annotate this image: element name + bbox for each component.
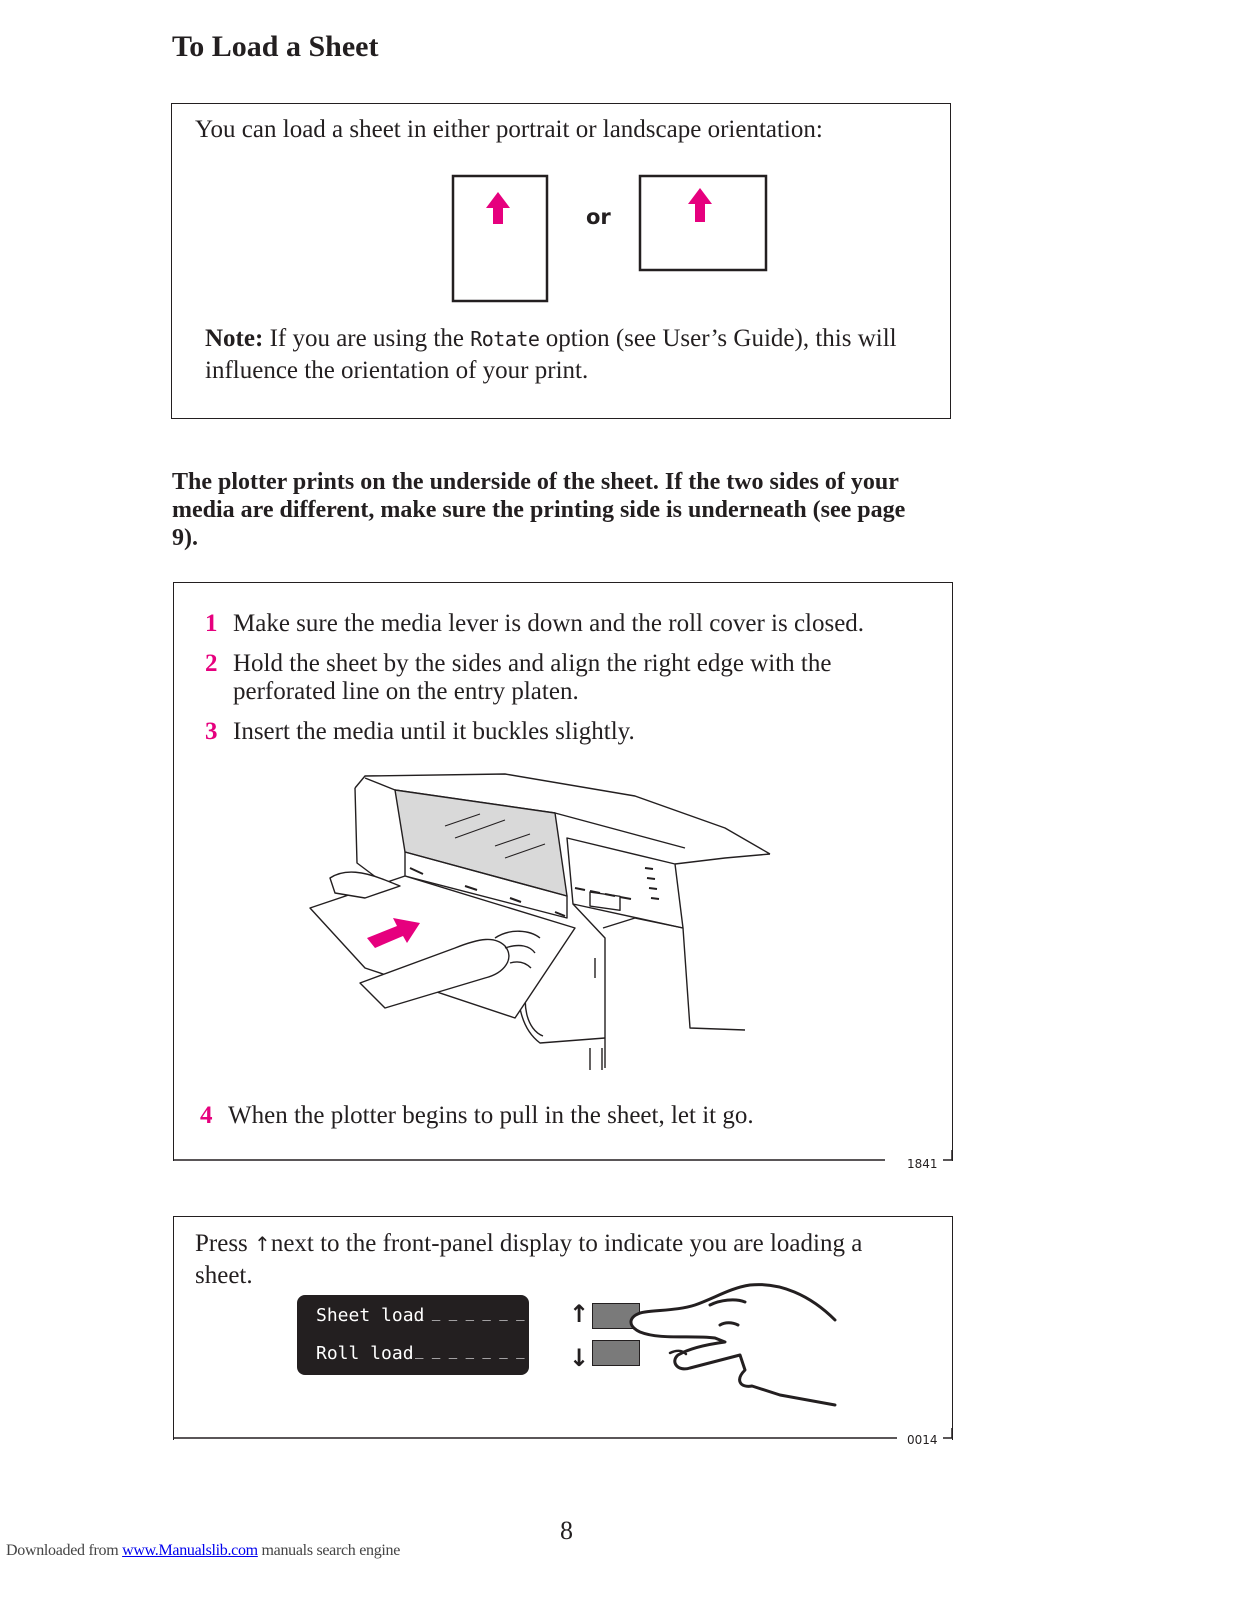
rotate-option: Rotate: [470, 327, 540, 351]
underside-warning: The plotter prints on the underside of the sheet. If the two sides of your media are different, make sure the printing side is underneath (see page 9).: [172, 469, 906, 551]
front-panel-display: [297, 1295, 550, 1375]
orientation-intro: You can load a sheet in either portrait or landscape orientation:: [195, 116, 823, 143]
front-panel-box-bottom-border: [173, 1428, 955, 1448]
page-number: 8: [560, 1516, 573, 1545]
landscape-sheet: [640, 176, 766, 270]
display-row-roll-load-indicator: _ _ _ _ _ _ _ _>: [415, 1343, 550, 1359]
display-row-sheet-load: Sheet load: [316, 1305, 425, 1326]
note-label: Note:: [205, 325, 264, 352]
step-text: Make sure the media lever is down and the roll cover is closed.: [233, 610, 865, 637]
pressing-hand-illustration: [620, 1280, 840, 1410]
display-row-roll-load: Roll load: [316, 1343, 414, 1364]
press-text-end: next to the front-panel display to indicate you are loading a sheet.: [195, 1230, 863, 1289]
footer-prefix: Downloaded from: [6, 1542, 123, 1559]
step-text: Hold the sheet by the sides and align the right edge with the perforated line on the entry platen.: [233, 650, 832, 705]
orientation-note: [205, 323, 905, 387]
step-text: Insert the media until it buckles slightly.: [233, 718, 635, 745]
orientation-illustration: [450, 172, 770, 304]
figure-number-1841: 1841: [907, 1157, 938, 1171]
step-text: When the plotter begins to pull in the sheet, let it go.: [228, 1102, 754, 1129]
steps-box-bottom-border: [173, 1150, 955, 1170]
page-title: To Load a Sheet: [172, 30, 379, 63]
footer-suffix: manuals search engine: [257, 1542, 401, 1559]
step-number: 1: [205, 610, 218, 637]
step-number: 4: [200, 1102, 213, 1129]
step-3: [205, 718, 925, 746]
step-1: [205, 610, 925, 638]
figure-number-0014: 0014: [907, 1433, 938, 1447]
note-text-end: option (see User’s Guide), this will influence the orientation of your print.: [205, 325, 897, 384]
note-text-start: If you are using the: [269, 325, 471, 352]
download-footer: [6, 1542, 400, 1560]
display-row-sheet-load-indicator: _ _ _ _ _ _ _ _>: [415, 1305, 550, 1321]
step-number: 3: [205, 718, 218, 745]
or-label: or: [586, 205, 611, 229]
step-2: [205, 650, 885, 706]
step-number: 2: [205, 650, 218, 677]
manualslib-link[interactable]: www.Manualslib.com: [122, 1542, 258, 1559]
press-text-start: Press: [195, 1230, 255, 1257]
step-4: [200, 1102, 920, 1130]
down-key-label: ↓: [569, 1344, 590, 1372]
up-arrow-icon: ↑: [254, 1232, 271, 1256]
up-key-label: ↑: [569, 1300, 590, 1328]
plotter-loading-illustration: [305, 768, 775, 1073]
